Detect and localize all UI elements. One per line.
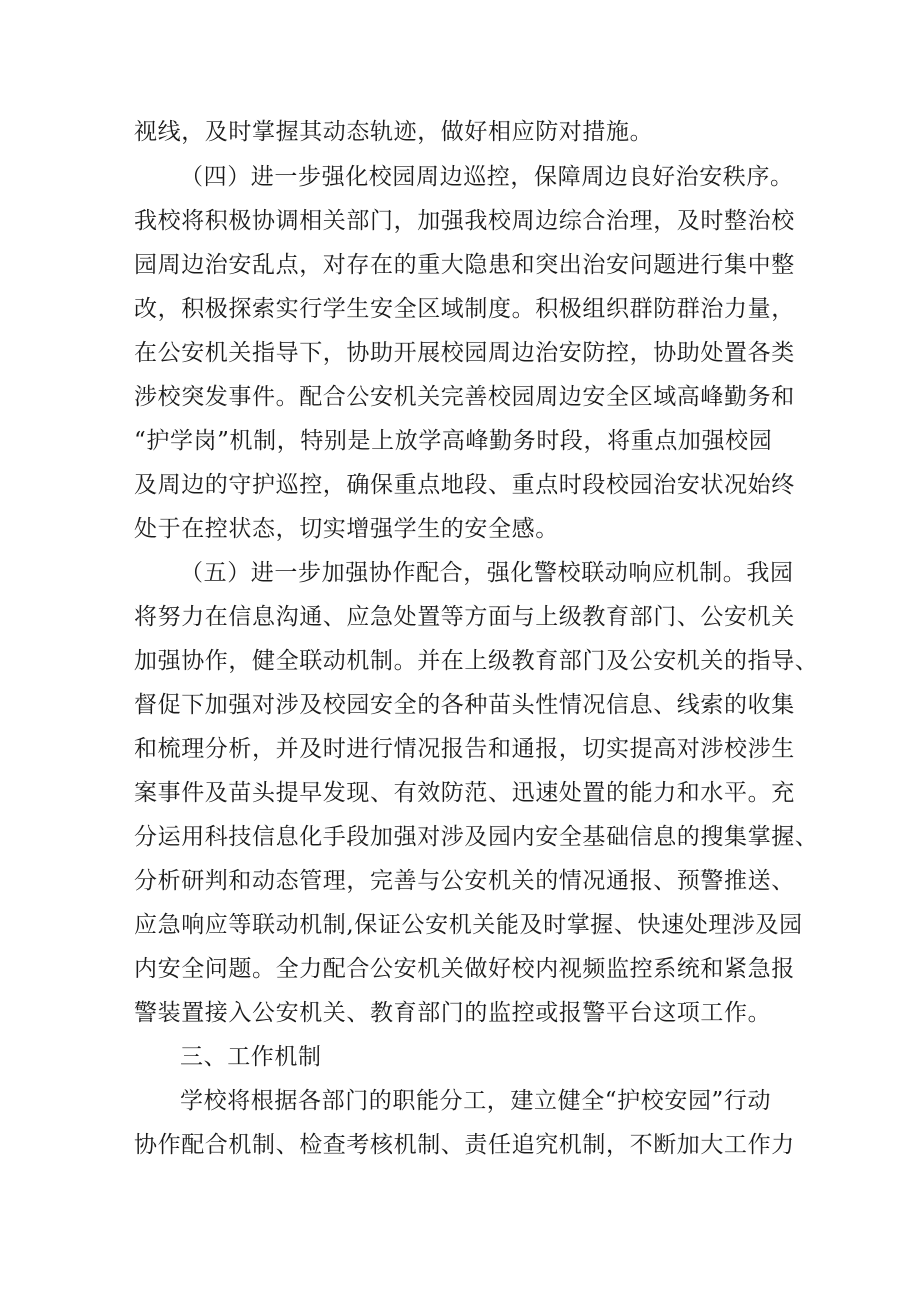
- text-line: 我校将积极协调相关部门，加强我校周边综合治理，及时整治校: [134, 208, 795, 234]
- text-line: 内安全问题。全力配合公安机关做好校内视频监控系统和紧急报: [134, 956, 795, 982]
- text-line: 园周边治安乱点，对存在的重大隐患和突出治安问题进行集中整: [134, 252, 795, 278]
- text-line: “护学岗”机制，特别是上放学高峰勤务时段，将重点加强校园: [134, 428, 773, 454]
- text-line: 和梳理分析，并及时进行情况报告和通报，切实提高对涉校涉生: [134, 736, 795, 762]
- text-line: 在公安机关指导下，协助开展校园周边治安防控，协助处置各类: [134, 340, 795, 366]
- text-line: 分析研判和动态管理，完善与公安机关的情况通报、预警推送、: [134, 868, 795, 894]
- text-line: 协作配合机制、检查考核机制、责任追究机制，不断加大工作力: [134, 1132, 795, 1158]
- text-line: 分运用科技信息化手段加强对涉及园内安全基础信息的搜集掌握、: [134, 824, 819, 850]
- text-line: 涉校突发事件。配合公安机关完善校园周边安全区域高峰勤务和: [134, 384, 795, 410]
- text-line: 及周边的守护巡控，确保重点地段、重点时段校园治安状况始终: [134, 472, 795, 498]
- text-line: 督促下加强对涉及校园安全的各种苗头性情况信息、线索的收集: [134, 692, 795, 718]
- text-line: 学校将根据各部门的职能分工，建立健全“护校安园”行动: [180, 1088, 772, 1114]
- text-line: 加强协作，健全联动机制。并在上级教育部门及公安机关的指导、: [134, 648, 819, 674]
- text-line: 视线，及时掌握其动态轨迹，做好相应防对措施。: [134, 119, 654, 145]
- section-heading-four: （四）进一步强化校园周边巡控，保障周边良好治安秩序。: [180, 164, 794, 190]
- section-heading-three: 三、工作机制: [180, 1044, 322, 1070]
- text-line: 案事件及苗头提早发现、有效防范、迅速处置的能力和水平。充: [134, 780, 795, 806]
- text-line: 改，积极探索实行学生安全区域制度。积极组织群防群治力量，: [134, 296, 795, 322]
- text-line: 处于在控状态，切实增强学生的安全感。: [134, 516, 559, 542]
- section-heading-five: （五）进一步加强协作配合，强化警校联动响应机制。我园: [180, 560, 794, 586]
- text-line: 警装置接入公安机关、教育部门的监控或报警平台这项工作。: [134, 1000, 772, 1026]
- text-line: 应急响应等联动机制,保证公安机关能及时掌握、快速处理涉及园: [134, 912, 803, 938]
- text-line: 将努力在信息沟通、应急处置等方面与上级教育部门、公安机关: [134, 604, 795, 630]
